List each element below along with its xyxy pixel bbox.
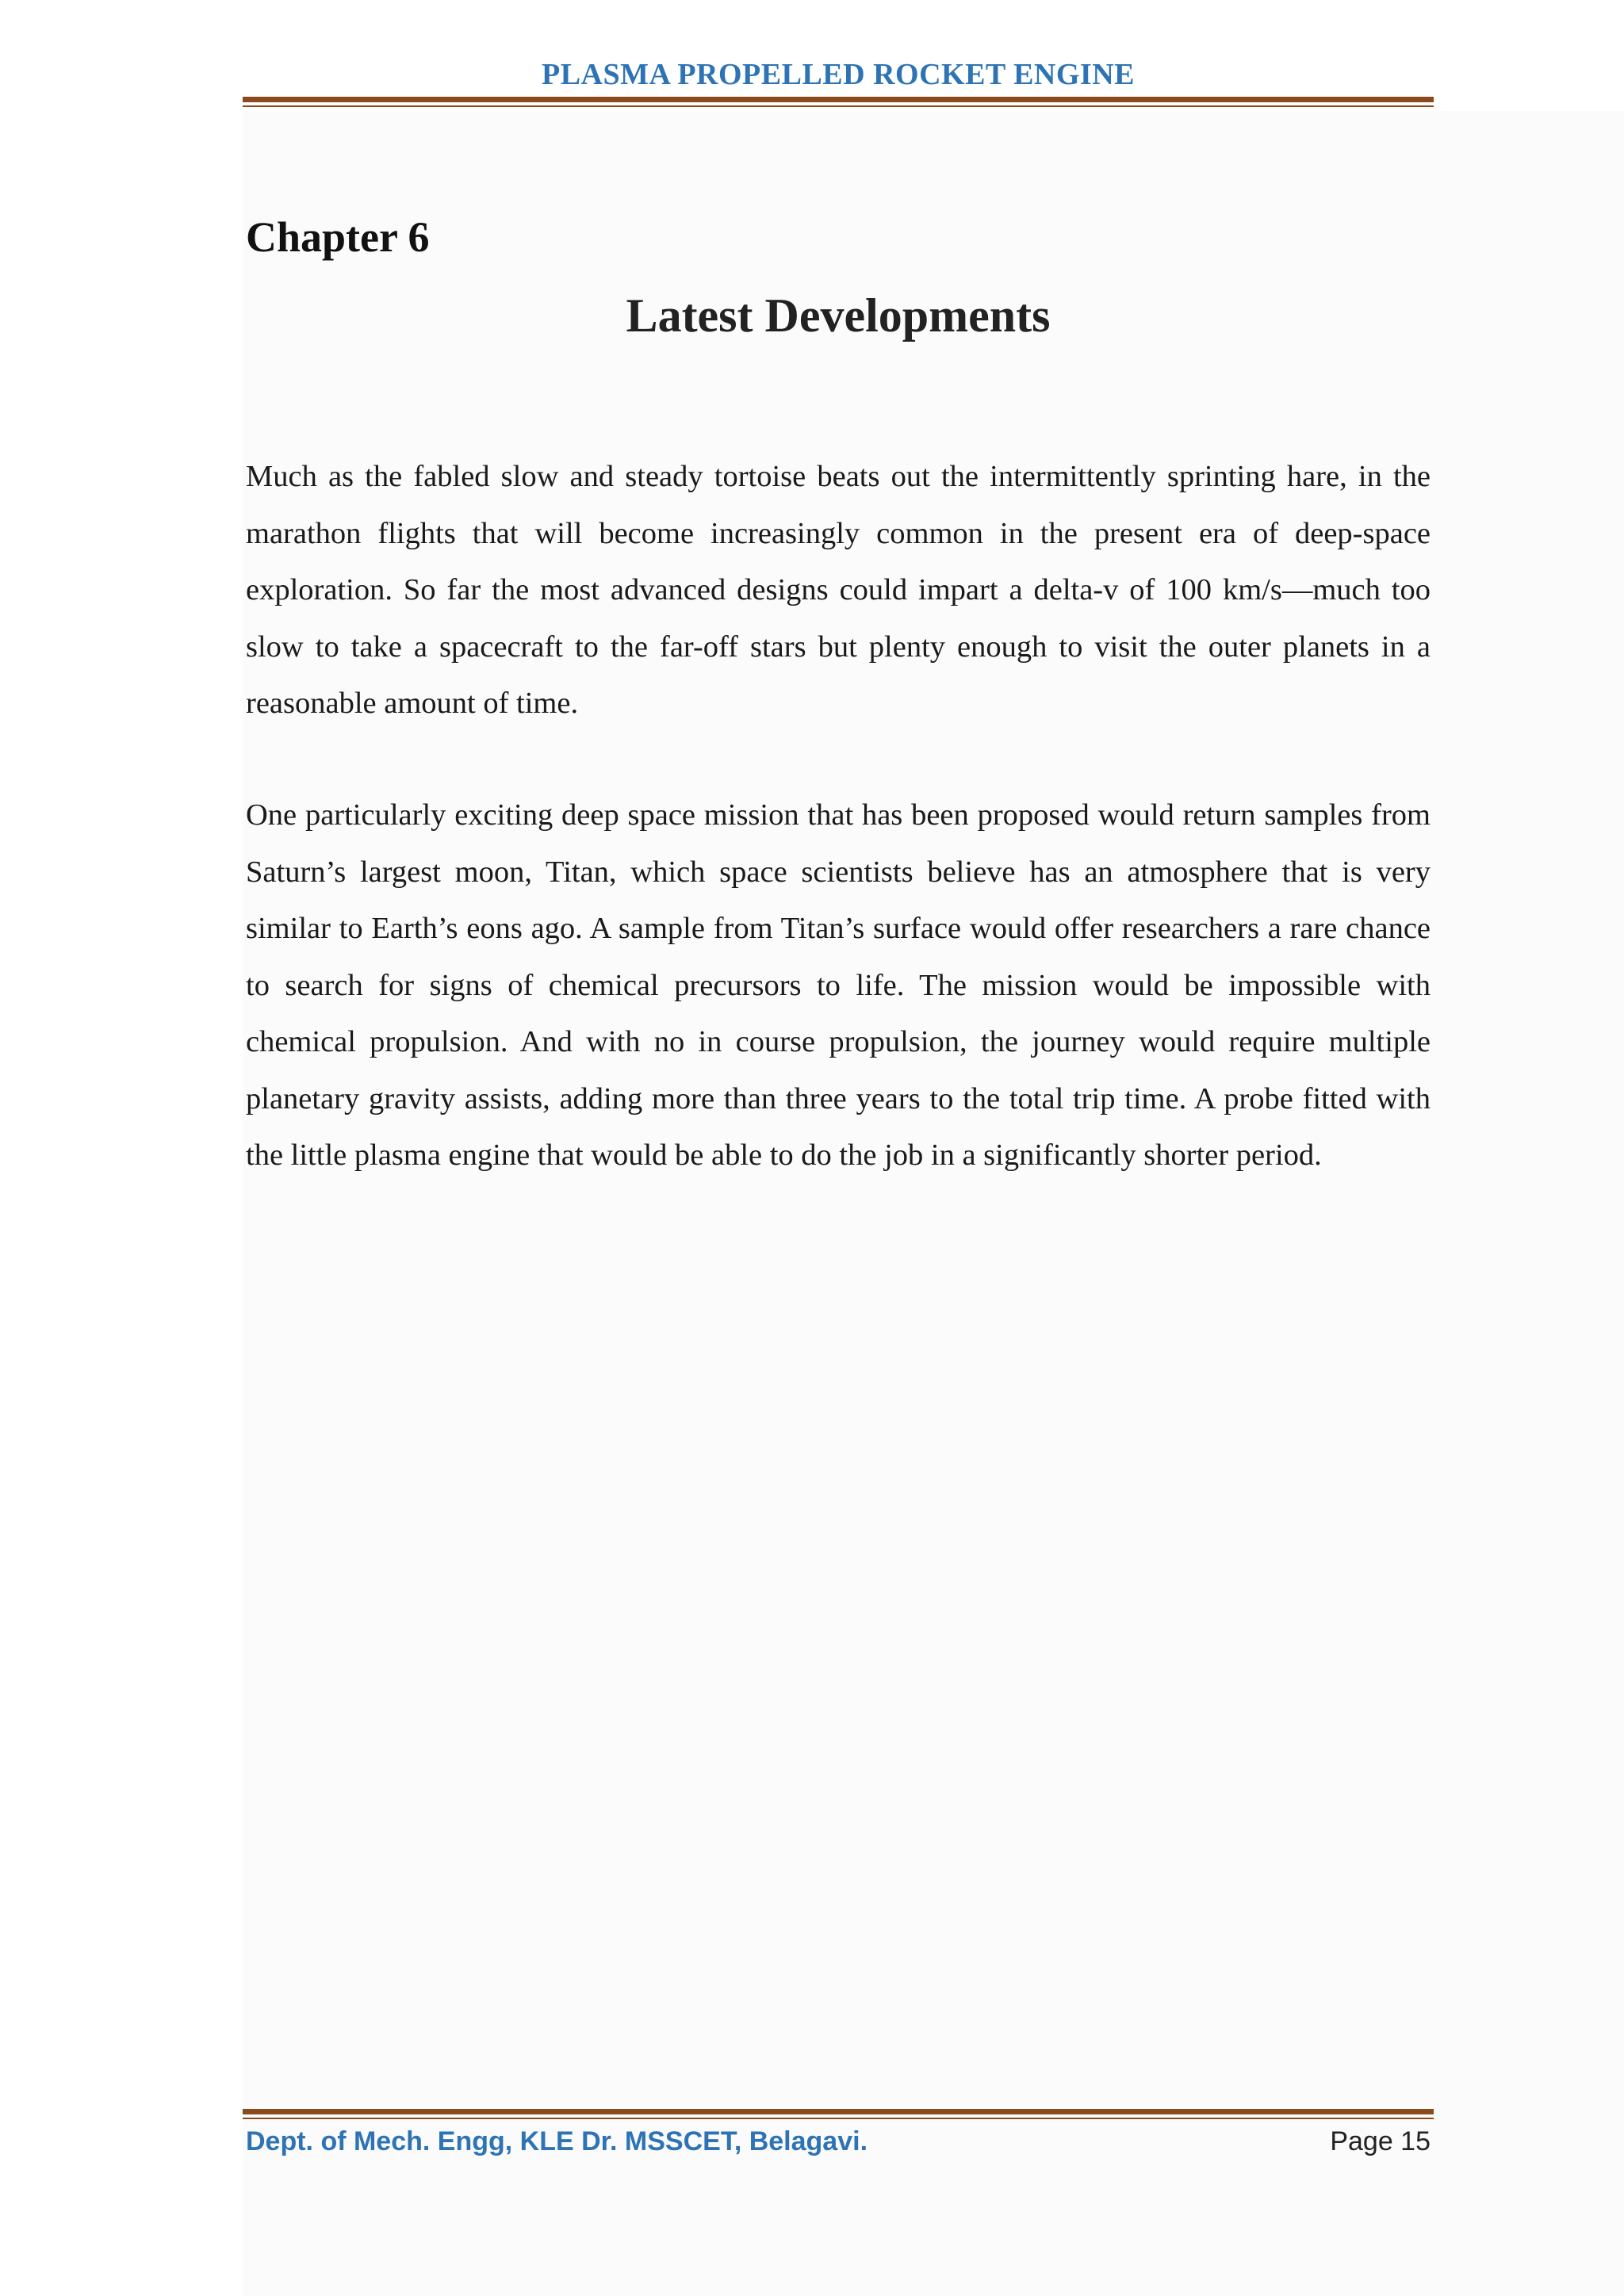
footer-department: Dept. of Mech. Engg, KLE Dr. MSSCET, Belagavi.	[246, 2126, 868, 2156]
footer-rule-thick	[243, 2109, 1434, 2114]
body-paragraph: Much as the fabled slow and steady tortoise beats out the intermittently sprinting hare, in the marathon flights that will become increasingly common in the present era of deep-space exploration. So far the most advanced designs could impart a delta-v of 100 km/s—much too slow to take a spacecraft to the far-off stars but plenty enough to visit the outer planets in a reasonable amount of time.	[246, 460, 1431, 720]
page-background	[243, 111, 1624, 2296]
footer-rule-thin	[243, 2118, 1434, 2119]
header-rule-thick	[243, 97, 1434, 102]
chapter-label: Chapter 6	[246, 213, 430, 261]
header-rule-thin	[243, 105, 1434, 107]
chapter-title: Latest Developments	[626, 289, 1051, 342]
running-header: PLASMA PROPELLED ROCKET ENGINE	[541, 58, 1136, 91]
footer-page-number: Page 15	[1330, 2126, 1431, 2156]
body-paragraph: One particularly exciting deep space mission that has been proposed would return samples from Saturn’s largest moon, Titan, which space scientists believe has an atmosphere that is very similar to Earth’s eons ago. A sample from Titan’s surface would offer researchers a rare chance to search for signs of chemical precursors to life. The mission would be impossible with chemical propulsion. And with no in course propulsion, the journey would require multiple planetary gravity assists, adding more than three years to the total trip time. A probe fitted with the little plasma engine that would be able to do the job in a significantly shorter period.	[246, 798, 1431, 1172]
